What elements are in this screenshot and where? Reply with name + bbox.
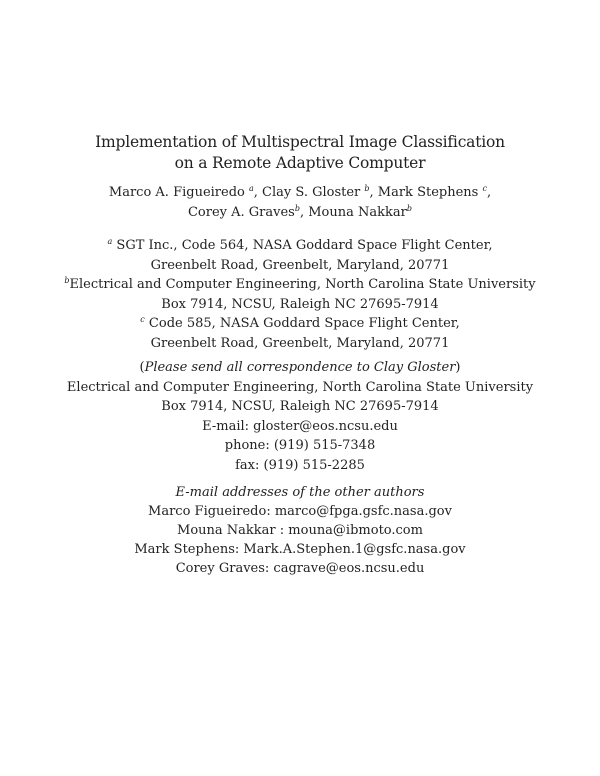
author-separator: , — [299, 205, 309, 220]
paper-title — [0, 132, 600, 174]
title-line-1: Implementation of Multispectral Image Classification — [95, 133, 505, 151]
author-line-1 — [0, 183, 600, 203]
affiliation-c-line-2: Greenbelt Road, Greenbelt, Maryland, 20771 — [150, 335, 450, 351]
paren-close: ) — [455, 360, 461, 375]
other-authors-heading: E-mail addresses of the other authors — [175, 485, 425, 500]
author-separator: , — [253, 185, 263, 200]
author-name: Corey A. Graves — [187, 205, 295, 220]
paren-open: ( — [139, 360, 145, 375]
author-name: Clay S. Gloster — [262, 185, 365, 200]
author-separator: , — [486, 185, 492, 200]
affiliation-b-line-1 — [0, 275, 600, 295]
correspondence-dept: Electrical and Computer Engineering, North Carolina State University — [66, 379, 534, 395]
affiliation-mark: c — [140, 315, 145, 324]
affiliation-mark: a — [107, 237, 113, 246]
affiliation-text: Electrical and Computer Engineering, North Carolina State University — [69, 277, 536, 292]
affiliation-b-line-2: Box 7914, NCSU, Raleigh NC 27695-7914 — [161, 296, 439, 312]
affiliation-mark: b — [406, 204, 412, 213]
other-author-entry: Corey Graves: cagrave@eos.ncsu.edu — [175, 561, 425, 576]
other-author-entry: Mouna Nakkar : mouna@ibmoto.com — [177, 523, 423, 538]
other-authors-block — [0, 483, 600, 578]
author-name: Mark Stephens — [377, 185, 483, 200]
affiliation-text: Code 585, NASA Goddard Space Flight Center, — [148, 316, 460, 331]
affiliation-mark: b — [294, 204, 300, 213]
correspondence-block — [0, 358, 600, 475]
affiliation-mark: a — [249, 184, 254, 193]
affiliation-c-line-1 — [0, 314, 600, 334]
author-name: Mouna Nakkar — [308, 205, 407, 220]
title-line-2: on a Remote Adaptive Computer — [174, 154, 426, 172]
other-author-entry: Marco Figueiredo: marco@fpga.gsfc.nasa.gov — [148, 504, 452, 519]
correspondence-phone: phone: (919) 515-7348 — [224, 438, 376, 453]
correspondence-address: Box 7914, NCSU, Raleigh NC 27695-7914 — [161, 399, 439, 414]
correspondence-fax: fax: (919) 515-2285 — [235, 457, 365, 473]
affiliation-mark: b — [64, 276, 70, 285]
affiliation-mark: c — [482, 184, 487, 193]
author-line-2 — [0, 203, 600, 223]
other-author-entry: Mark Stephens: Mark.A.Stephen.1@gsfc.nasa.gov — [134, 542, 466, 557]
correspondence-email: E-mail: gloster@eos.ncsu.edu — [202, 418, 398, 434]
correspondence-note-text: Please send all correspondence to Clay Gloster — [144, 360, 456, 375]
affiliation-a-line-1 — [0, 236, 600, 256]
correspondence-note — [0, 358, 600, 378]
affiliation-a-line-2: Greenbelt Road, Greenbelt, Maryland, 20771 — [150, 257, 450, 273]
affiliation-text: SGT Inc., Code 564, NASA Goddard Space Flight Center, — [116, 238, 493, 253]
affiliations — [0, 236, 600, 353]
author-list — [0, 183, 600, 223]
author-name: Marco A. Figueiredo — [108, 185, 249, 200]
author-separator: , — [369, 185, 378, 200]
affiliation-mark: b — [364, 184, 370, 193]
